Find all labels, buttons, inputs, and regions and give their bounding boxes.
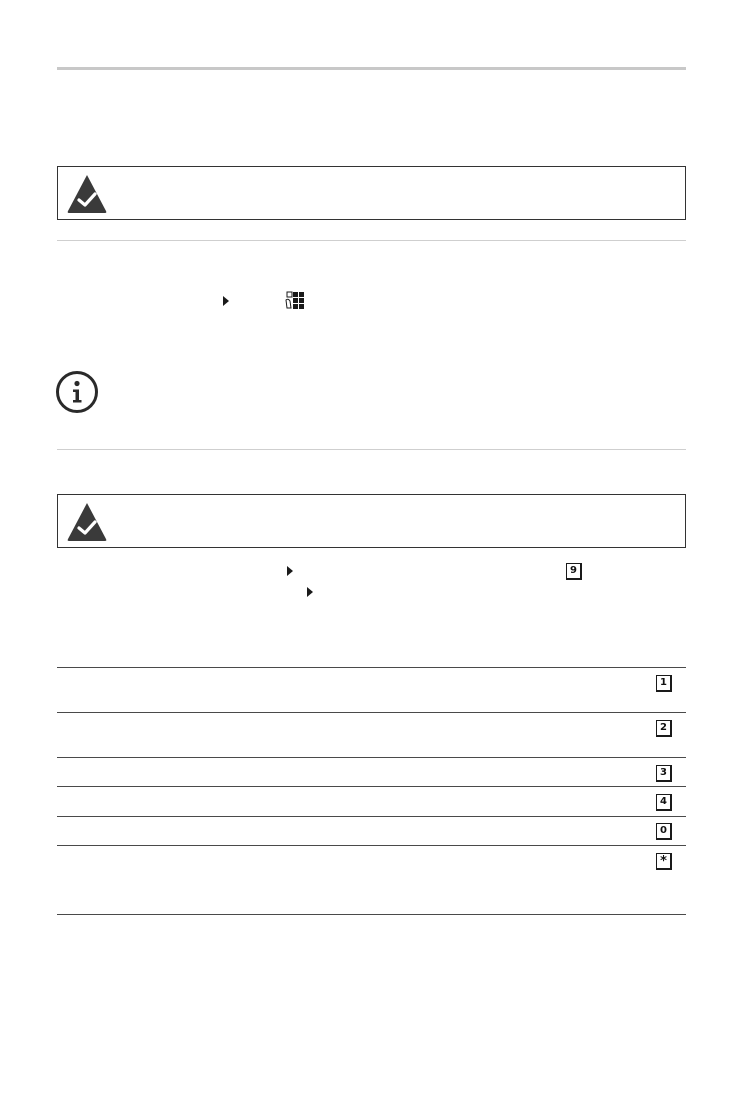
arrow-right-icon (307, 587, 313, 597)
arrow-right-icon (287, 566, 293, 576)
info-icon (55, 370, 99, 414)
table-row-rule (57, 845, 686, 846)
key-0-icon: 0 (656, 823, 672, 840)
section-rule-2 (57, 449, 686, 450)
arrow-right-icon (223, 296, 229, 306)
key-2-icon: 2 (656, 720, 672, 737)
key-4-icon: 4 (656, 794, 672, 811)
table-rule-bottom (57, 914, 686, 915)
keypad-icon (284, 291, 306, 311)
notice-box-1 (57, 166, 686, 220)
table-row-rule (57, 816, 686, 817)
table-row-rule (57, 712, 686, 713)
check-warning-icon (66, 173, 108, 215)
table-row-rule (57, 757, 686, 758)
notice-box-2 (57, 494, 686, 548)
key-9-icon: 9 (566, 563, 582, 580)
table-rule-top (57, 667, 686, 668)
header-rule (57, 67, 686, 70)
key-star-icon: * (656, 853, 672, 870)
table-row-rule (57, 786, 686, 787)
check-warning-icon (66, 501, 108, 543)
key-1-icon: 1 (656, 675, 672, 692)
key-3-icon: 3 (656, 765, 672, 782)
section-rule-1 (57, 240, 686, 241)
